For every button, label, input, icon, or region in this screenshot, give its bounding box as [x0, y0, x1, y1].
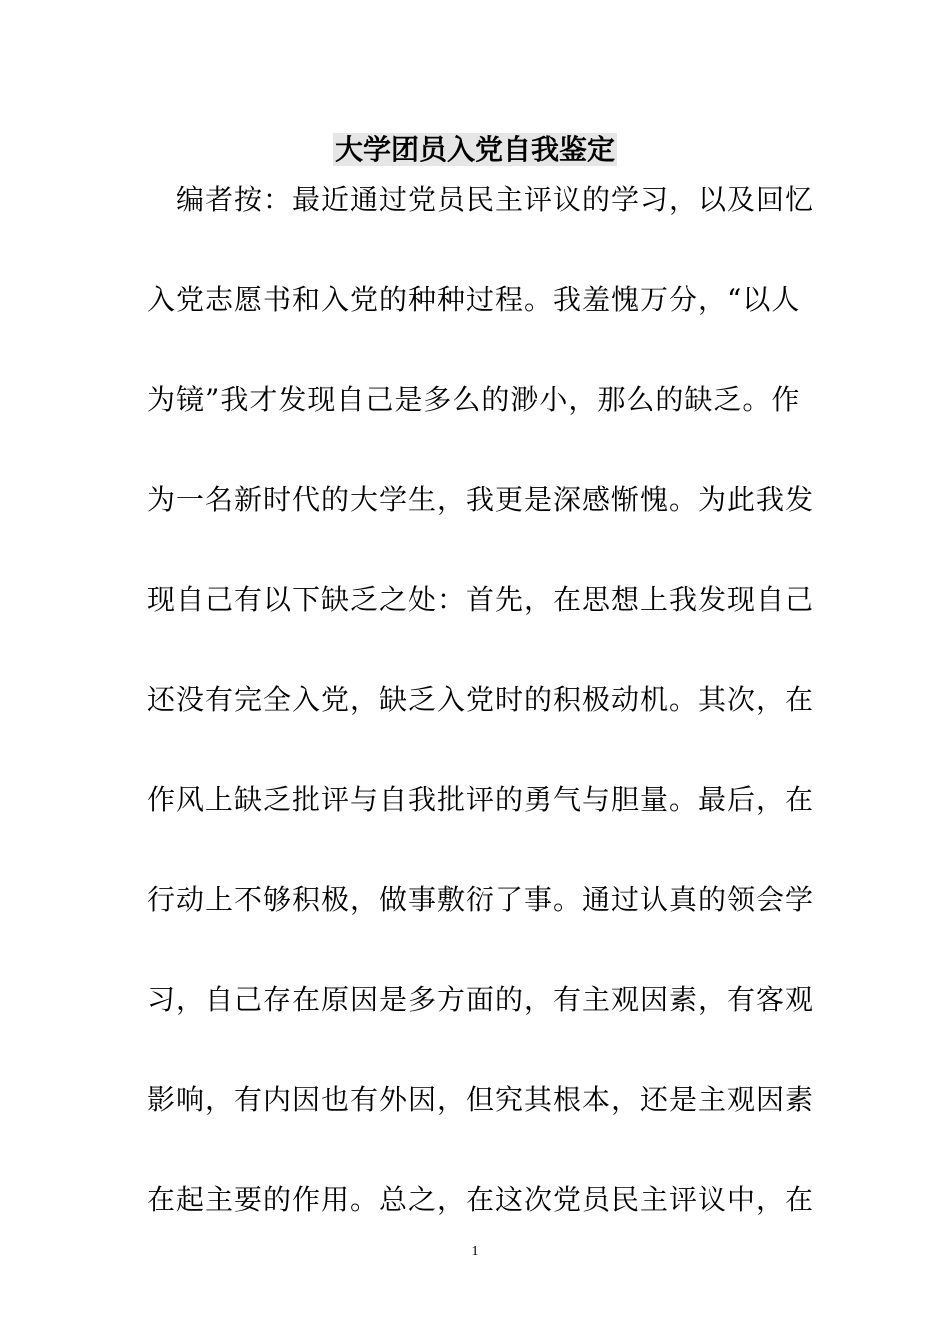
body-line: 为一名新时代的大学生，我更是深感惭愧。为此我发: [147, 483, 815, 516]
page-number: 1: [471, 1244, 479, 1259]
body-line: 行动上不够积极，做事敷衍了事。通过认真的领会学: [147, 883, 815, 916]
body-line: 入党志愿书和入党的种种过程。我羞愧万分，“以人: [147, 283, 801, 316]
body-line: 作风上缺乏批评与自我批评的勇气与胆量。最后，在: [147, 783, 815, 816]
body-line: 在起主要的作用。总之，在这次党员民主评议中，在: [147, 1183, 815, 1216]
body-line: 编者按：最近通过党员民主评议的学习，以及回忆: [147, 183, 815, 216]
body-line: 影响，有内因也有外因，但究其根本，还是主观因素: [147, 1083, 815, 1116]
document-title-text: 大学团员入党自我鉴定: [334, 133, 615, 166]
body-line: 现自己有以下缺乏之处：首先，在思想上我发现自己: [147, 583, 815, 616]
document-body: [147, 172, 815, 1272]
body-line: 习，自己存在原因是多方面的，有主观因素，有客观: [147, 983, 815, 1016]
body-line: 为镜”我才发现自己是多么的渺小，那么的缺乏。作: [147, 383, 801, 416]
body-line: 还没有完全入党，缺乏入党时的积极动机。其次，在: [147, 683, 815, 716]
document-title: [0, 128, 950, 172]
